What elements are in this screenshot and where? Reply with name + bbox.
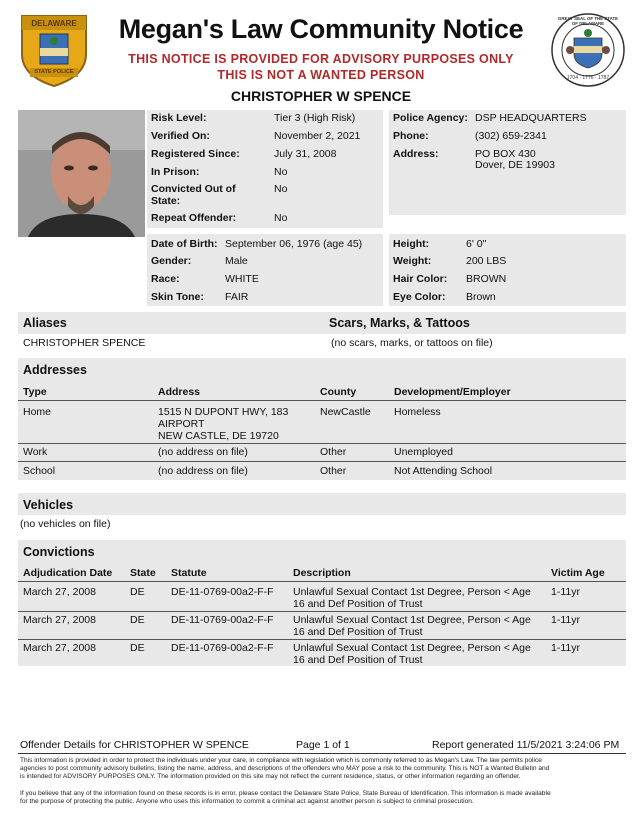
offender-photo xyxy=(18,110,145,237)
seal-ring-text: GREAT SEAL OF THE STATE OF DELAWARE xyxy=(557,16,619,26)
conviction-2-statute: DE-11-0769-00a2-F-F xyxy=(171,614,274,626)
height-value: 6' 0" xyxy=(466,238,487,250)
registered-since-label: Registered Since: xyxy=(151,148,240,160)
conviction-3-statute: DE-11-0769-00a2-F-F xyxy=(171,642,274,654)
convictions-header-description: Description xyxy=(293,567,351,579)
address-school-employer: Not Attending School xyxy=(394,465,493,477)
verified-on-label: Verified On: xyxy=(151,130,210,142)
conviction-3-date: March 27, 2008 xyxy=(23,642,96,654)
eye-color-value: Brown xyxy=(466,291,496,303)
in-prison-label: In Prison: xyxy=(151,166,200,178)
repeat-offender-value: No xyxy=(274,212,288,224)
skin-tone-label: Skin Tone: xyxy=(151,291,204,303)
gender-label: Gender: xyxy=(151,255,192,267)
conviction-1-age: 1-11yr xyxy=(551,586,580,598)
address-work-type: Work xyxy=(23,446,48,458)
in-prison-value: No xyxy=(274,166,288,178)
footer-report-generated: Report generated 11/5/2021 3:24:06 PM xyxy=(432,739,620,751)
convicted-out-of-state-value: No xyxy=(274,183,288,195)
registered-since-value: July 31, 2008 xyxy=(274,148,337,160)
aliases-title: Aliases xyxy=(23,316,67,330)
risk-level-value: Tier 3 (High Risk) xyxy=(274,112,356,124)
hair-color-value: BROWN xyxy=(466,273,507,285)
conviction-2-date: March 27, 2008 xyxy=(23,614,96,626)
addresses-header-type: Type xyxy=(23,386,47,398)
conviction-3-desc-2: 16 and Def Position of Trust xyxy=(293,654,423,666)
race-label: Race: xyxy=(151,273,180,285)
address-home-type: Home xyxy=(23,406,52,418)
conviction-1-statute: DE-11-0769-00a2-F-F xyxy=(171,586,274,598)
risk-level-label: Risk Level: xyxy=(151,112,207,124)
vehicles-title: Vehicles xyxy=(23,498,74,512)
advisory-line-2: THIS IS NOT A WANTED PERSON xyxy=(217,68,425,82)
address-home-county: NewCastle xyxy=(320,406,371,418)
weight-value: 200 LBS xyxy=(466,255,507,267)
footer-offender-details: Offender Details for CHRISTOPHER W SPENCE xyxy=(20,739,249,751)
police-agency-label: Police Agency: xyxy=(393,112,468,124)
address-home-line-1: 1515 N DUPONT HWY, 183 xyxy=(158,406,289,418)
convictions-header-date: Adjudication Date xyxy=(23,567,113,579)
conviction-1-date: March 27, 2008 xyxy=(23,586,96,598)
conviction-1-desc-1: Unlawful Sexual Contact 1st Degree, Person < Age xyxy=(293,586,531,598)
scars-title: Scars, Marks, & Tattoos xyxy=(329,316,470,330)
verified-on-value: November 2, 2021 xyxy=(274,130,361,142)
addresses-title: Addresses xyxy=(23,363,87,377)
conviction-2-desc-2: 16 and Def Position of Trust xyxy=(293,626,423,638)
disclaimer-line-2: agencies to post community advisory bulletins, listing the name, address, and descriptions of the offenders who MAY pose a risk to the community. This is NOT a Wanted Bulletin and xyxy=(20,765,550,772)
race-value: WHITE xyxy=(225,273,259,285)
conviction-3-state: DE xyxy=(130,642,145,654)
conviction-row-rule xyxy=(18,639,626,640)
person-photo-icon xyxy=(18,110,145,237)
addresses-header-rule xyxy=(18,400,626,401)
conviction-2-age: 1-11yr xyxy=(551,614,580,626)
address-work-line-1: (no address on file) xyxy=(158,446,248,458)
police-agency-value: DSP HEADQUARTERS xyxy=(475,112,587,124)
skin-tone-value: FAIR xyxy=(225,291,249,303)
address-line-2: Dover, DE 19903 xyxy=(475,159,555,171)
address-work-employer: Unemployed xyxy=(394,446,453,458)
hair-color-label: Hair Color: xyxy=(393,273,448,285)
addresses-header-employer: Development/Employer xyxy=(394,386,511,398)
conviction-3-age: 1-11yr xyxy=(551,642,580,654)
address-home-line-3: NEW CASTLE, DE 19720 xyxy=(158,430,279,442)
footer-page-number: Page 1 of 1 xyxy=(296,739,350,751)
vehicles-value: (no vehicles on file) xyxy=(20,518,111,530)
aliases-value: CHRISTOPHER SPENCE xyxy=(23,337,146,349)
dob-value: September 06, 1976 (age 45) xyxy=(225,238,363,250)
dob-label: Date of Birth: xyxy=(151,238,218,250)
conviction-row-rule xyxy=(18,611,626,612)
conviction-1-desc-2: 16 and Def Position of Trust xyxy=(293,598,423,610)
disclaimer-line-4: If you believe that any of the information found on these records is in error, please contact the Delaware State Police, State Bureau of Identification. This information is made available xyxy=(20,790,551,797)
address-label: Address: xyxy=(393,148,439,160)
page-title: Megan's Law Community Notice xyxy=(118,14,524,44)
aliases-header xyxy=(18,312,626,334)
address-school-type: School xyxy=(23,465,56,477)
gender-value: Male xyxy=(225,255,248,267)
eye-color-label: Eye Color: xyxy=(393,291,446,303)
convictions-header-state: State xyxy=(130,567,156,579)
address-home-line-2: AIRPORT xyxy=(158,418,205,430)
convictions-header-statute: Statute xyxy=(171,567,207,579)
height-label: Height: xyxy=(393,238,430,250)
convictions-header-victim-age: Victim Age xyxy=(551,567,605,579)
address-home-employer: Homeless xyxy=(394,406,441,418)
addresses-header-county: County xyxy=(320,386,357,398)
conviction-2-desc-1: Unlawful Sexual Contact 1st Degree, Person < Age xyxy=(293,614,531,626)
conviction-3-desc-1: Unlawful Sexual Contact 1st Degree, Person < Age xyxy=(293,642,531,654)
address-school-county: Other xyxy=(320,465,347,477)
address-school-line-1: (no address on file) xyxy=(158,465,248,477)
footer-rule xyxy=(18,753,626,754)
weight-label: Weight: xyxy=(393,255,432,267)
offender-name: CHRISTOPHER W SPENCE xyxy=(230,88,412,104)
vehicles-header xyxy=(18,493,626,515)
address-row-rule xyxy=(18,443,626,444)
phone-label: Phone: xyxy=(393,130,429,142)
disclaimer-line-5: for the purpose of protecting the public. Anyone who uses this information to commit a criminal act against another person is subject to criminal prosecution. xyxy=(20,798,474,805)
address-row-rule xyxy=(18,461,626,462)
conviction-1-state: DE xyxy=(130,586,145,598)
seal-years: 1704 · 1776 · 1787 xyxy=(566,75,610,81)
convictions-header-rule xyxy=(18,581,626,582)
address-work-county: Other xyxy=(320,446,347,458)
convicted-out-of-state-label: Convicted Out of State: xyxy=(151,183,236,207)
phone-value: (302) 659-2341 xyxy=(475,130,547,142)
disclaimer-line-3: is intended for ADVISORY PURPOSES ONLY. The information provided on this site may not reflect the current residence, status, or other information regarding an offender. xyxy=(20,773,521,780)
convictions-title: Convictions xyxy=(23,545,95,559)
addresses-header-address: Address xyxy=(158,386,201,398)
badge-top-text: DELAWARE xyxy=(31,19,77,28)
scars-value: (no scars, marks, or tattoos on file) xyxy=(331,337,493,349)
address-line-1: PO BOX 430 xyxy=(475,148,536,160)
repeat-offender-label: Repeat Offender: xyxy=(151,212,237,224)
advisory-line-1: THIS NOTICE IS PROVIDED FOR ADVISORY PURPOSES ONLY xyxy=(128,52,514,66)
badge-bottom-text: STATE POLICE xyxy=(34,69,74,75)
conviction-2-state: DE xyxy=(130,614,145,626)
disclaimer-line-1: This information is provided in order to protect the individuals under your care, in compliance with legislation which is commonly referred to as Megan's Law. The law permits police xyxy=(20,757,542,764)
